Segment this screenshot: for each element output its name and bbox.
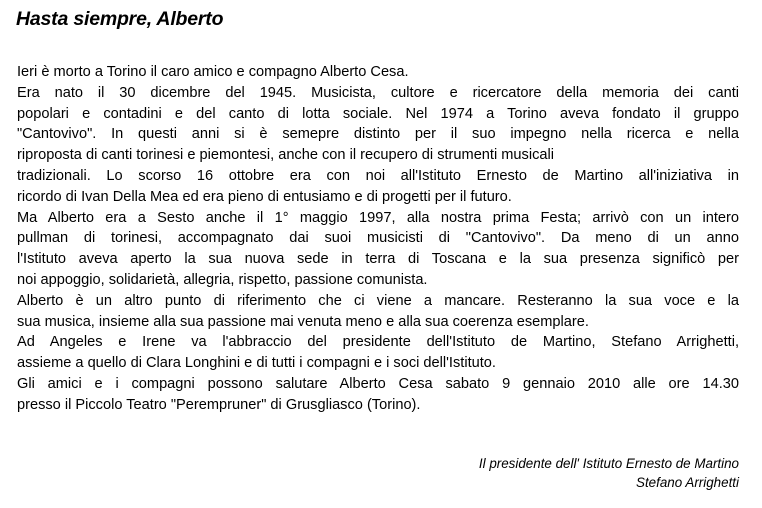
body-line: pullman di torinesi, accompagnato dai suoi musicisti di "Cantovivo". Da meno di un anno xyxy=(17,230,739,247)
body-line: tradizionali. Lo scorso 16 ottobre era con noi all'Istituto Ernesto de Martino all'iniziativa in xyxy=(17,167,739,184)
body-line: Era nato il 30 dicembre del 1945. Musicista, cultore e ricercatore della memoria dei canti xyxy=(17,84,739,101)
body-line: riproposta di canti torinesi e piemontesi, anche con il recupero di strumenti musicali xyxy=(17,147,554,164)
page-title: Hasta siempre, Alberto xyxy=(16,8,224,30)
signature-role: Il presidente dell' Istituto Ernesto de Martino xyxy=(478,456,739,471)
signature-block xyxy=(479,455,739,492)
body-line: Ieri è morto a Torino il caro amico e compagno Alberto Cesa. xyxy=(17,64,409,80)
body-line: Alberto è un altro punto di riferimento che ci viene a mancare. Resteranno la sua voce e la xyxy=(17,292,739,309)
body-line: presso il Piccolo Teatro "Perempruner" di Grusgliasco (Torino). xyxy=(17,396,421,413)
article-body xyxy=(17,62,739,416)
body-line: assieme a quello di Clara Longhini e di tutti i compagni e i soci dell'Istituto. xyxy=(17,355,496,372)
body-line: Ma Alberto era a Sesto anche il 1° maggio 1997, alla nostra prima Festa; arrivò con un intero xyxy=(17,209,739,226)
body-line: l'Istituto aveva aperto la sua nuova sede in terra di Toscana e la sua presenza significò per xyxy=(17,251,739,268)
body-line: Gli amici e i compagni possono salutare Alberto Cesa sabato 9 gennaio 2010 alle ore 14.30 xyxy=(17,375,739,392)
body-line: noi appoggio, solidarietà, allegria, rispetto, passione comunista. xyxy=(17,271,428,288)
body-line: popolari e contadini e del canto di lotta sociale. Nel 1974 a Torino aveva fondato il gruppo xyxy=(17,105,739,122)
body-line: "Cantovivo". In questi anni si è semepre distinto per il suo impegno nella ricerca e nella xyxy=(17,126,739,143)
signature-name: Stefano Arrighetti xyxy=(636,474,739,490)
body-line: Ad Angeles e Irene va l'abbraccio del presidente dell'Istituto de Martino, Stefano Arrighetti, xyxy=(17,334,739,351)
body-line: sua musica, insieme alla sua passione mai venuta meno e alla sua coerenza esemplare. xyxy=(17,313,589,330)
body-line: ricordo di Ivan Della Mea ed era pieno di entusiamo e di progetti per il futuro. xyxy=(17,188,512,205)
